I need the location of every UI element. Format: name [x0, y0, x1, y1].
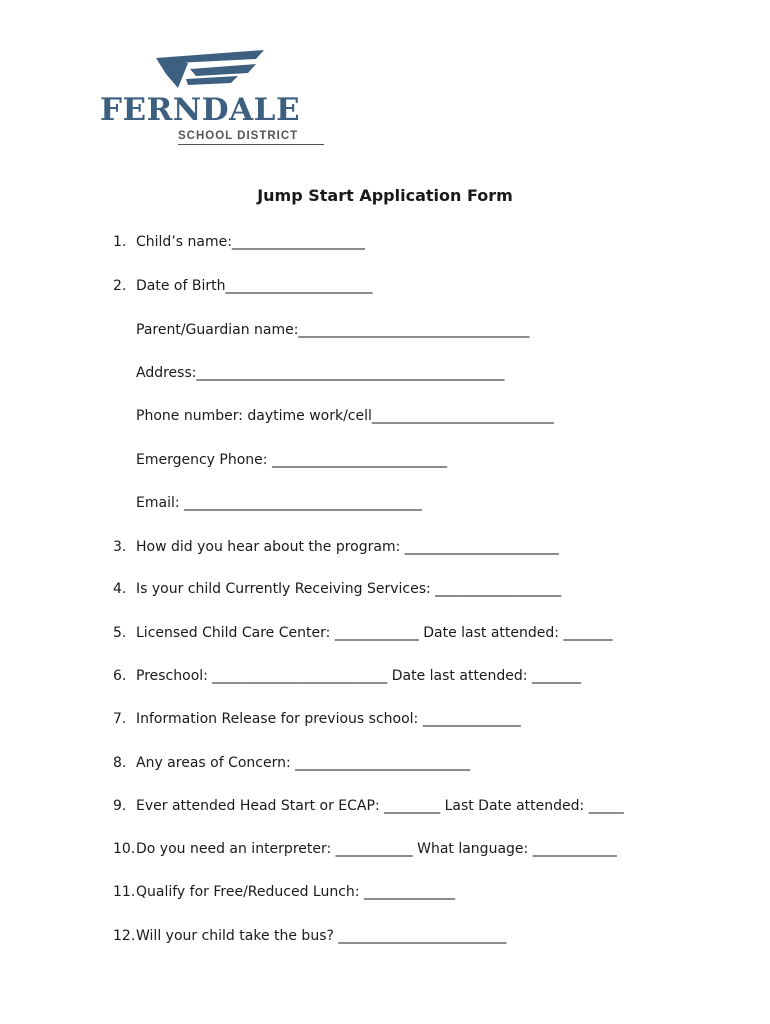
form-field[interactable] — [113, 754, 470, 772]
district-logo — [100, 46, 328, 150]
form-field[interactable] — [113, 580, 561, 598]
field-label: Email: __________________________________ — [136, 495, 423, 511]
form-field[interactable] — [113, 277, 372, 295]
field-label: Do you need an interpreter: ___________ What language: ____________ — [136, 841, 617, 857]
field-label: Information Release for previous school: ______________ — [136, 711, 521, 727]
wing-emblem-icon — [148, 46, 268, 94]
logo-divider — [178, 144, 324, 145]
field-label: Is your child Currently Receiving Services: __________________ — [136, 581, 562, 597]
form-title: Jump Start Application Form — [257, 186, 513, 205]
form-field[interactable] — [136, 321, 529, 339]
field-number: 4. — [113, 581, 127, 597]
field-number: 3. — [113, 539, 127, 555]
form-field[interactable] — [136, 364, 504, 382]
field-label: Licensed Child Care Center: ____________ Date last attended: _______ — [136, 625, 613, 641]
district-subtitle: SCHOOL DISTRICT — [178, 130, 299, 142]
field-label: Parent/Guardian name:_________________________________ — [136, 322, 530, 338]
form-field[interactable] — [136, 494, 422, 512]
field-number: 12. — [113, 928, 136, 944]
field-number: 8. — [113, 755, 127, 771]
field-number: 5. — [113, 625, 127, 641]
form-field[interactable] — [136, 407, 554, 425]
field-number: 11. — [113, 884, 136, 900]
form-field[interactable] — [113, 538, 559, 556]
form-field[interactable] — [113, 667, 581, 685]
field-number: 6. — [113, 668, 127, 684]
field-label: Date of Birth_____________________ — [136, 278, 373, 294]
field-label: Preschool: _________________________ Date last attended: _______ — [136, 668, 581, 684]
field-number: 7. — [113, 711, 127, 727]
field-number: 10. — [113, 841, 136, 857]
field-label: Phone number: daytime work/cell__________________________ — [136, 408, 554, 424]
field-number: 2. — [113, 278, 127, 294]
field-number: 9. — [113, 798, 127, 814]
form-field[interactable] — [113, 797, 624, 815]
form-field[interactable] — [136, 451, 447, 469]
form-field[interactable] — [113, 233, 365, 251]
field-number: 1. — [113, 234, 127, 250]
field-label: Address:____________________________________________ — [136, 365, 505, 381]
district-name: FERNDALE — [100, 92, 301, 128]
field-label: Qualify for Free/Reduced Lunch: _____________ — [136, 884, 455, 900]
field-label: Ever attended Head Start or ECAP: ________ Last Date attended: _____ — [136, 798, 624, 814]
field-label: Any areas of Concern: _________________________ — [136, 755, 471, 771]
form-field[interactable] — [113, 624, 612, 642]
form-field[interactable] — [113, 883, 455, 901]
field-label: Child’s name:___________________ — [136, 234, 365, 250]
form-field[interactable] — [113, 927, 506, 945]
form-field[interactable] — [113, 710, 521, 728]
field-label: Will your child take the bus? ________________________ — [136, 928, 507, 944]
field-label: How did you hear about the program: ______________________ — [136, 539, 559, 555]
field-label: Emergency Phone: _________________________ — [136, 452, 447, 468]
form-field[interactable] — [113, 840, 617, 858]
